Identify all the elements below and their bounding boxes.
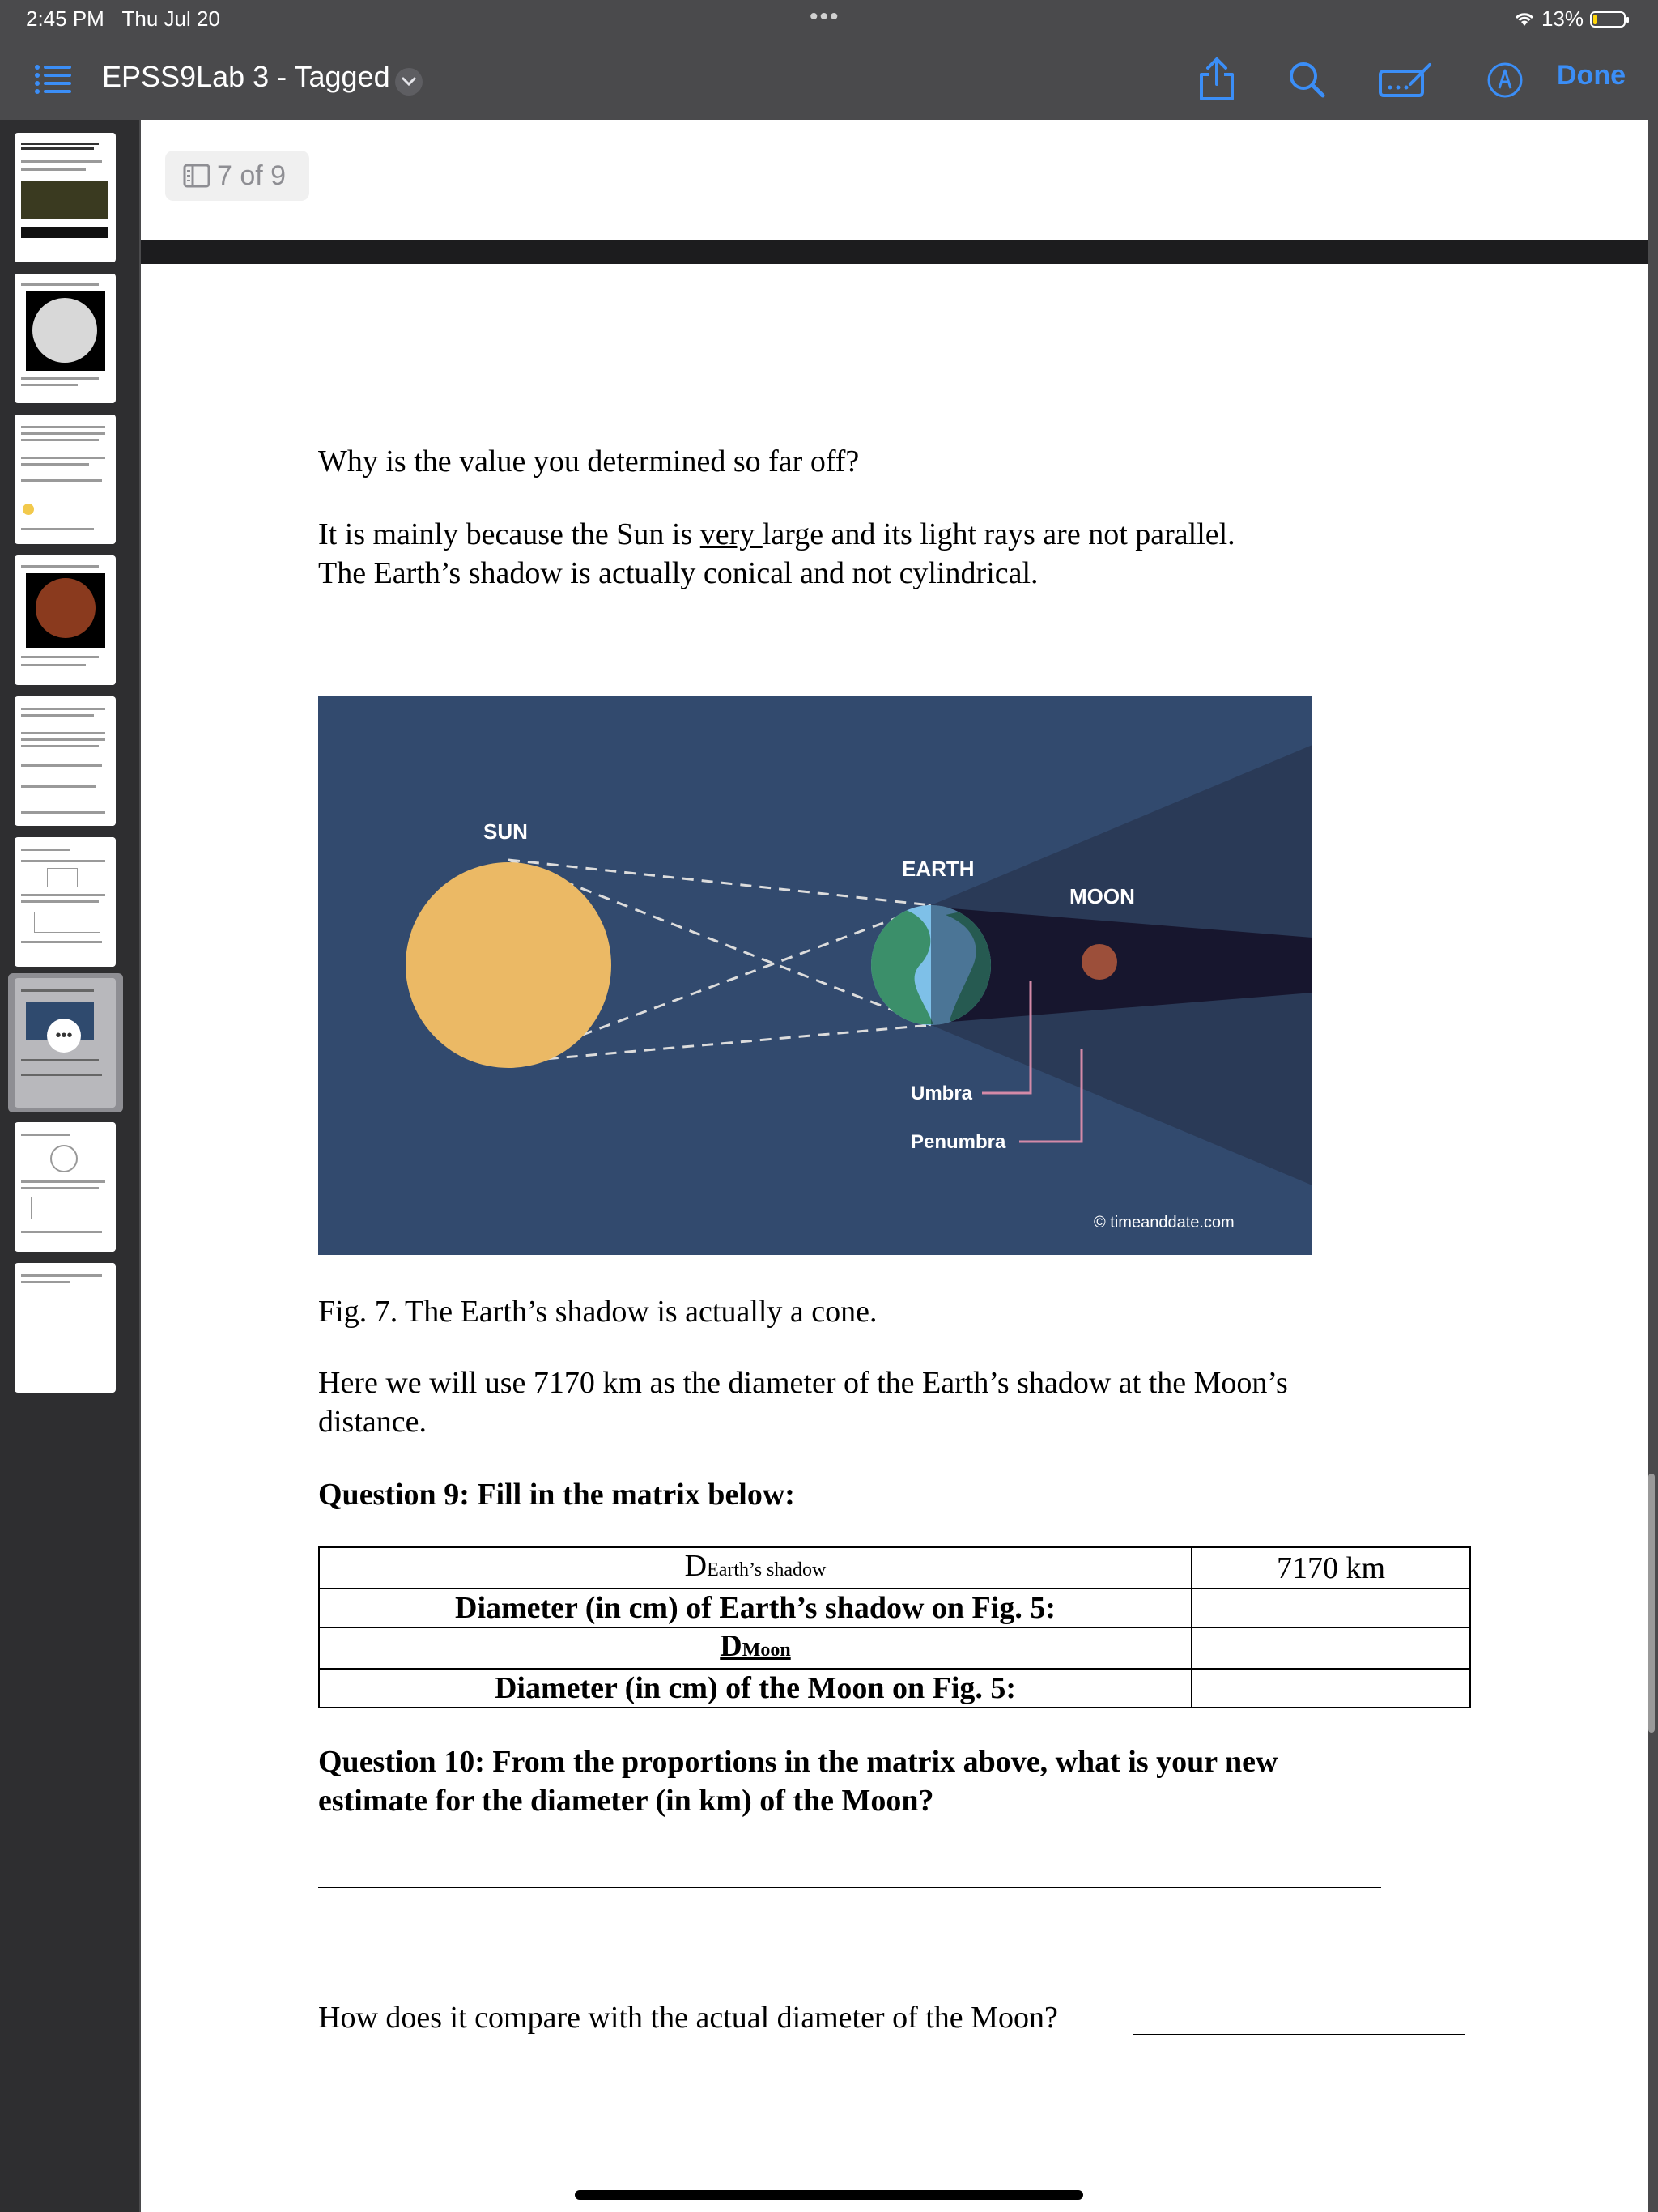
search-icon[interactable] — [1287, 60, 1326, 99]
markup-icon[interactable] — [1378, 60, 1433, 99]
question-heading: Why is the value you determined so far off? — [318, 445, 860, 479]
previous-page-bottom — [141, 120, 1648, 240]
answer-paragraph-line2: The Earth’s shadow is actually conical and not cylindrical. — [318, 556, 1039, 590]
moon-circle — [1082, 944, 1117, 980]
page-thumbnail[interactable] — [15, 274, 116, 403]
answer-paragraph-line1: It is mainly because the Sun is very large and its light rays are not parallel. — [318, 517, 1235, 551]
status-right — [1514, 6, 1626, 32]
earth-shadow-figure — [318, 696, 1312, 1255]
penumbra-label: Penumbra — [911, 1131, 1006, 1153]
status-bar — [0, 0, 1658, 39]
compare-blank-line[interactable] — [1133, 2034, 1465, 2035]
intro-line1: Here we will use 7170 km as the diameter of the Earth’s shadow at the Moon’s — [318, 1366, 1288, 1400]
matrix-value-earth-shadow: 7170 km — [1192, 1547, 1470, 1589]
table-row — [319, 1627, 1470, 1669]
umbra-label: Umbra — [911, 1083, 973, 1104]
moon-label: MOON — [1069, 884, 1135, 908]
page-thumbnail[interactable] — [15, 1122, 116, 1252]
wifi-icon — [1514, 11, 1535, 28]
matrix-value-shadow-cm[interactable] — [1192, 1589, 1470, 1627]
page-indicator[interactable] — [165, 151, 309, 201]
intro-line2: distance. — [318, 1405, 427, 1439]
battery-percent: 13% — [1541, 6, 1584, 31]
done-button[interactable]: Done — [1557, 60, 1626, 91]
table-row — [319, 1669, 1470, 1708]
matrix-table — [318, 1546, 1471, 1708]
page-thumbnail[interactable] — [15, 133, 116, 262]
sun-circle — [406, 862, 611, 1068]
matrix-label-moon: DMoon — [319, 1627, 1192, 1669]
page-thumbnail[interactable] — [15, 415, 116, 544]
page-thumbnail-selected[interactable] — [8, 973, 123, 1112]
page-thumbnail-sidebar — [0, 120, 139, 2212]
compare-question: How does it compare with the actual diameter of the Moon? — [318, 2001, 1058, 2035]
question-9: Question 9: Fill in the matrix below: — [318, 1478, 795, 1512]
more-icon[interactable]: ••• — [47, 1019, 81, 1053]
figure-caption: Fig. 7. The Earth’s shadow is actually a cone. — [318, 1295, 878, 1329]
page-indicator-label: 7 of 9 — [217, 160, 287, 191]
table-row — [319, 1589, 1470, 1627]
figure-credit: © timeanddate.com — [1094, 1214, 1235, 1231]
matrix-value-moon[interactable] — [1192, 1627, 1470, 1669]
list-icon[interactable] — [34, 63, 73, 96]
matrix-value-moon-cm[interactable] — [1192, 1669, 1470, 1708]
sun-label: SUN — [483, 819, 528, 844]
question-10-line1: Question 10: From the proportions in the matrix above, what is your new — [318, 1745, 1278, 1779]
document-title[interactable]: EPSS9Lab 3 - Tagged — [102, 60, 390, 93]
share-icon[interactable] — [1198, 57, 1235, 102]
question-10-line2: estimate for the diameter (in km) of the Moon? — [318, 1784, 934, 1818]
pen-icon[interactable] — [1486, 62, 1524, 99]
scroll-indicator[interactable] — [1648, 1474, 1655, 1733]
multitasking-dots-icon[interactable]: ••• — [810, 3, 840, 30]
matrix-label-earth-shadow: DEarth’s shadow — [319, 1547, 1192, 1589]
matrix-label-moon-cm: Diameter (in cm) of the Moon on Fig. 5: — [319, 1669, 1192, 1708]
page-icon — [183, 164, 210, 188]
earth-label: EARTH — [902, 857, 975, 881]
page-thumbnail[interactable] — [15, 555, 116, 685]
page-thumbnail[interactable] — [15, 837, 116, 967]
battery-icon — [1590, 11, 1626, 28]
earth-circle — [871, 905, 991, 1025]
answer-blank-line[interactable] — [318, 1887, 1381, 1888]
table-row — [319, 1547, 1470, 1589]
page-thumbnail[interactable] — [15, 1263, 116, 1393]
status-time: 2:45 PM Thu Jul 20 — [26, 6, 220, 31]
page-thumbnail[interactable] — [15, 696, 116, 826]
chevron-down-icon[interactable] — [395, 68, 423, 96]
home-indicator[interactable] — [575, 2190, 1083, 2200]
matrix-label-shadow-cm: Diameter (in cm) of Earth’s shadow on Fig. 5: — [319, 1589, 1192, 1627]
